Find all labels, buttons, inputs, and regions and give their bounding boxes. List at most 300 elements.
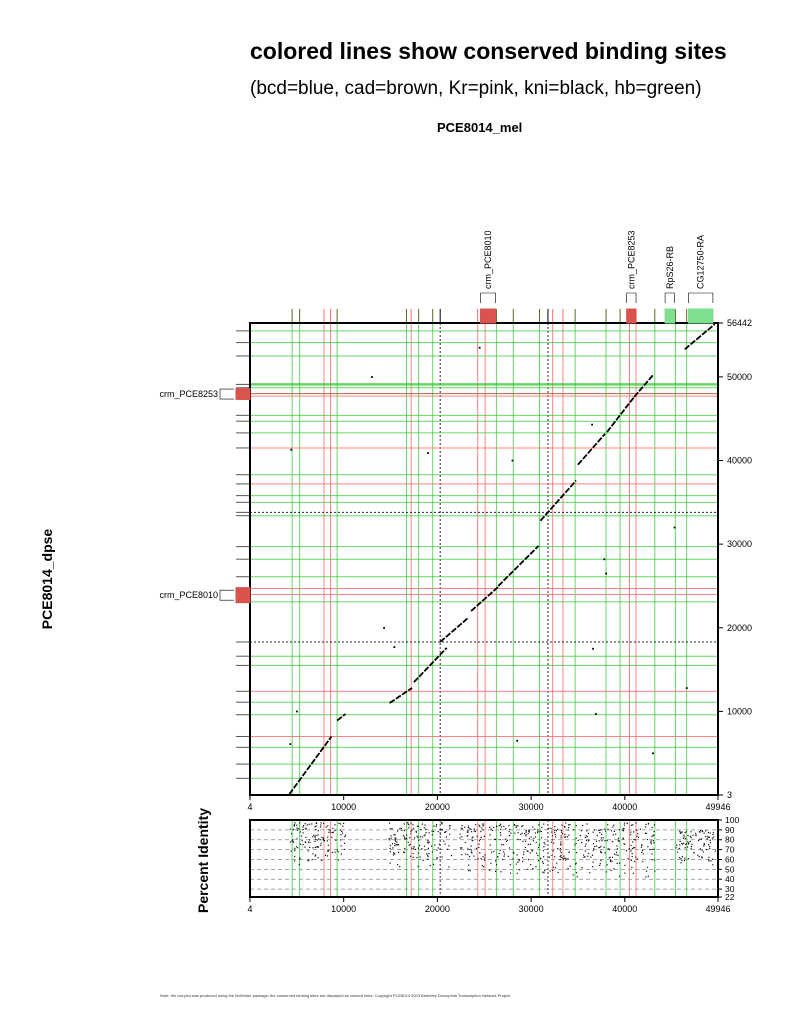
identity-point [294, 848, 295, 849]
identity-point [335, 839, 336, 840]
identity-point [630, 845, 631, 846]
identity-point [520, 834, 521, 835]
identity-y-tick-label: 40 [725, 874, 735, 885]
identity-point [582, 825, 583, 826]
identity-point [626, 823, 627, 824]
identity-point [324, 840, 325, 841]
identity-point [637, 833, 638, 834]
identity-point [556, 863, 557, 864]
identity-point [483, 866, 484, 867]
identity-point [633, 847, 634, 848]
identity-point [436, 858, 437, 859]
identity-point [522, 825, 523, 826]
identity-point [428, 848, 429, 849]
identity-y-tick-label: 22 [725, 892, 735, 902]
identity-point [424, 824, 425, 825]
identity-point [682, 856, 683, 857]
top-annotation-bracket [480, 293, 495, 303]
data-point [686, 687, 688, 689]
identity-point [537, 832, 538, 833]
identity-point [574, 844, 575, 845]
identity-point [712, 838, 713, 839]
data-point [605, 573, 607, 575]
identity-point [343, 823, 344, 824]
identity-point [432, 851, 433, 852]
identity-point [300, 844, 301, 845]
identity-point [631, 825, 632, 826]
identity-point [494, 839, 495, 840]
identity-point [654, 824, 655, 825]
x-tick-label: 10000 [331, 802, 357, 812]
identity-point [471, 845, 472, 846]
identity-point [543, 872, 544, 873]
identity-point [448, 866, 449, 867]
identity-point [393, 854, 394, 855]
identity-point [302, 826, 303, 827]
identity-point [617, 855, 618, 856]
identity-point [653, 831, 654, 832]
identity-point [326, 826, 327, 827]
identity-point [607, 864, 608, 865]
identity-point [629, 848, 630, 849]
top-annotation-box [627, 309, 636, 323]
identity-point [427, 840, 428, 841]
identity-point [585, 846, 586, 847]
identity-point [483, 823, 484, 824]
identity-point [500, 824, 501, 825]
identity-point [691, 848, 692, 849]
identity-point [328, 845, 329, 846]
data-point [427, 452, 429, 454]
identity-point [341, 853, 342, 854]
identity-point [561, 825, 562, 826]
identity-point [653, 849, 654, 850]
identity-point [593, 843, 594, 844]
identity-point [533, 840, 534, 841]
identity-point [344, 849, 345, 850]
identity-point [619, 841, 620, 842]
identity-point [424, 849, 425, 850]
identity-point [626, 850, 627, 851]
identity-point [536, 853, 537, 854]
x-tick-label: 40000 [612, 802, 638, 812]
identity-point [688, 858, 689, 859]
identity-point [653, 842, 654, 843]
identity-point [684, 860, 685, 861]
identity-point [520, 839, 521, 840]
identity-point [708, 860, 709, 861]
identity-point [567, 868, 568, 869]
identity-point [479, 826, 480, 827]
identity-point [403, 835, 404, 836]
identity-point [472, 837, 473, 838]
identity-point [576, 852, 577, 853]
identity-point [510, 873, 511, 874]
identity-point [612, 826, 613, 827]
identity-point [502, 859, 503, 860]
identity-point [328, 850, 329, 851]
identity-point [690, 836, 691, 837]
identity-point [394, 839, 395, 840]
identity-point [416, 831, 417, 832]
x-tick-label: 4 [247, 802, 253, 812]
data-point [516, 740, 518, 742]
identity-point [480, 858, 481, 859]
identity-point [294, 824, 295, 825]
identity-point [632, 853, 633, 854]
identity-point [702, 857, 703, 858]
identity-point [461, 854, 462, 855]
identity-point [561, 832, 562, 833]
identity-point [528, 844, 529, 845]
identity-point [705, 836, 706, 837]
identity-point [392, 843, 393, 844]
identity-point [617, 863, 618, 864]
identity-point [561, 835, 562, 836]
identity-point [594, 846, 595, 847]
identity-point [390, 835, 391, 836]
percent-identity-panel [195, 808, 739, 914]
identity-point [390, 851, 391, 852]
identity-point [538, 860, 539, 861]
identity-point [564, 858, 565, 859]
identity-point [703, 845, 704, 846]
identity-point [647, 867, 648, 868]
dot-plot-panel [39, 230, 752, 812]
identity-point [320, 822, 321, 823]
identity-point [389, 839, 390, 840]
identity-x-tick-label: 40000 [612, 904, 638, 914]
identity-point [439, 844, 440, 845]
identity-point [404, 852, 405, 853]
identity-point [586, 835, 587, 836]
identity-point [413, 828, 414, 829]
identity-y-axis-title: Percent Identity [195, 807, 211, 914]
identity-point [420, 829, 421, 830]
identity-point [489, 827, 490, 828]
identity-point [427, 859, 428, 860]
identity-point [530, 852, 531, 853]
identity-point [484, 854, 485, 855]
identity-point [681, 843, 682, 844]
identity-point [592, 832, 593, 833]
identity-point [685, 847, 686, 848]
identity-point [560, 843, 561, 844]
identity-point [393, 852, 394, 853]
identity-point [695, 835, 696, 836]
identity-point [467, 830, 468, 831]
identity-point [553, 842, 554, 843]
identity-point [509, 829, 510, 830]
identity-point [505, 828, 506, 829]
identity-point [588, 839, 589, 840]
left-annotation-box [236, 588, 250, 603]
identity-point [650, 840, 651, 841]
identity-point [565, 860, 566, 861]
identity-point [704, 844, 705, 845]
identity-point [519, 869, 520, 870]
identity-point [705, 830, 706, 831]
identity-point [700, 830, 701, 831]
identity-point [652, 849, 653, 850]
identity-point [604, 840, 605, 841]
identity-point [603, 837, 604, 838]
identity-point [321, 860, 322, 861]
identity-point [543, 823, 544, 824]
identity-point [305, 823, 306, 824]
identity-point [537, 829, 538, 830]
identity-point [647, 839, 648, 840]
identity-point [508, 856, 509, 857]
identity-point [290, 841, 291, 842]
identity-point [623, 838, 624, 839]
identity-point [331, 837, 332, 838]
identity-point [341, 831, 342, 832]
identity-point [389, 838, 390, 839]
identity-point [440, 829, 441, 830]
identity-point [575, 863, 576, 864]
identity-point [600, 851, 601, 852]
identity-point [294, 860, 295, 861]
identity-point [309, 824, 310, 825]
identity-point [489, 870, 490, 871]
identity-point [680, 832, 681, 833]
identity-point [599, 840, 600, 841]
identity-point [337, 849, 338, 850]
identity-point [609, 857, 610, 858]
identity-x-tick-label: 4 [247, 904, 253, 914]
identity-point [503, 844, 504, 845]
identity-point [701, 838, 702, 839]
identity-point [624, 822, 625, 823]
identity-point [484, 836, 485, 837]
identity-point [302, 832, 303, 833]
identity-point [299, 822, 300, 823]
identity-point [313, 835, 314, 836]
identity-point [636, 836, 637, 837]
identity-point [540, 858, 541, 859]
identity-point [584, 856, 585, 857]
identity-point [496, 825, 497, 826]
x-tick-label: 49946 [705, 802, 731, 812]
identity-point [298, 828, 299, 829]
identity-point [610, 860, 611, 861]
identity-point [586, 823, 587, 824]
identity-point [418, 826, 419, 827]
identity-point [490, 834, 491, 835]
y-tick-label: 56442 [727, 318, 753, 328]
identity-point [294, 856, 295, 857]
identity-point [627, 858, 628, 859]
identity-point [683, 838, 684, 839]
identity-point [434, 844, 435, 845]
identity-point [675, 847, 676, 848]
identity-point [560, 855, 561, 856]
identity-point [590, 857, 591, 858]
identity-point [624, 865, 625, 866]
identity-point [645, 833, 646, 834]
identity-point [697, 855, 698, 856]
identity-point [316, 822, 317, 823]
identity-point [596, 841, 597, 842]
identity-point [410, 833, 411, 834]
identity-point [682, 831, 683, 832]
identity-point [527, 851, 528, 852]
identity-point [428, 856, 429, 857]
identity-frame [250, 820, 718, 897]
identity-point [709, 836, 710, 837]
identity-point [630, 850, 631, 851]
identity-point [296, 827, 297, 828]
identity-point [680, 841, 681, 842]
identity-point [467, 831, 468, 832]
identity-point [563, 856, 564, 857]
identity-point [342, 826, 343, 827]
identity-point [611, 861, 612, 862]
identity-point [425, 829, 426, 830]
identity-point [436, 826, 437, 827]
identity-point [389, 823, 390, 824]
identity-point [436, 824, 437, 825]
identity-point [305, 828, 306, 829]
identity-point [543, 850, 544, 851]
identity-point [503, 826, 504, 827]
identity-point [299, 864, 300, 865]
identity-point [523, 854, 524, 855]
identity-point [648, 876, 649, 877]
identity-point [309, 847, 310, 848]
top-annotation-label: RpS26-RB [664, 245, 675, 289]
identity-point [542, 872, 543, 873]
identity-point [710, 840, 711, 841]
identity-point [411, 848, 412, 849]
identity-point [315, 839, 316, 840]
data-point [592, 648, 594, 650]
identity-point [619, 876, 620, 877]
identity-point [651, 859, 652, 860]
identity-point [469, 849, 470, 850]
identity-point [461, 836, 462, 837]
identity-point [396, 842, 397, 843]
identity-point [554, 856, 555, 857]
identity-point [608, 848, 609, 849]
identity-point [568, 824, 569, 825]
identity-point [702, 850, 703, 851]
identity-point [569, 824, 570, 825]
identity-point [653, 840, 654, 841]
identity-point [526, 834, 527, 835]
identity-point [616, 854, 617, 855]
identity-point [560, 841, 561, 842]
identity-point [327, 825, 328, 826]
identity-point [394, 838, 395, 839]
identity-point [543, 856, 544, 857]
identity-point [573, 874, 574, 875]
identity-point [390, 845, 391, 846]
identity-point [415, 849, 416, 850]
identity-point [551, 855, 552, 856]
identity-point [441, 829, 442, 830]
identity-point [551, 831, 552, 832]
identity-point [592, 855, 593, 856]
identity-point [459, 837, 460, 838]
identity-point [624, 844, 625, 845]
identity-point [408, 842, 409, 843]
identity-point [567, 858, 568, 859]
identity-point [424, 827, 425, 828]
identity-point [467, 848, 468, 849]
identity-point [600, 863, 601, 864]
identity-point [521, 833, 522, 834]
identity-point [581, 830, 582, 831]
identity-point [409, 837, 410, 838]
top-annotation-label: CG12750-RA [695, 234, 706, 289]
identity-point [482, 865, 483, 866]
identity-point [433, 826, 434, 827]
data-point [383, 627, 385, 629]
identity-point [542, 861, 543, 862]
identity-point [708, 832, 709, 833]
identity-point [687, 846, 688, 847]
identity-point [607, 829, 608, 830]
identity-point [610, 861, 611, 862]
alignment-segment [390, 688, 412, 703]
identity-point [632, 856, 633, 857]
identity-point [471, 850, 472, 851]
identity-point [327, 840, 328, 841]
identity-point [340, 839, 341, 840]
identity-point [426, 853, 427, 854]
identity-point [605, 852, 606, 853]
identity-point [491, 828, 492, 829]
identity-point [688, 842, 689, 843]
identity-point [683, 835, 684, 836]
identity-point [317, 846, 318, 847]
identity-point [408, 845, 409, 846]
x-tick-label: 30000 [518, 802, 544, 812]
identity-point [563, 859, 564, 860]
top-annotation-bracket [665, 293, 674, 303]
identity-point [404, 830, 405, 831]
identity-point [329, 829, 330, 830]
identity-point [687, 841, 688, 842]
identity-point [692, 835, 693, 836]
identity-point [612, 841, 613, 842]
identity-point [338, 859, 339, 860]
identity-point [612, 857, 613, 858]
identity-point [391, 828, 392, 829]
identity-point [397, 844, 398, 845]
identity-point [553, 866, 554, 867]
identity-y-tick-label: 90 [725, 824, 735, 835]
identity-point [607, 824, 608, 825]
left-annotation-label: crm_PCE8253 [159, 389, 218, 400]
identity-point [478, 847, 479, 848]
identity-point [704, 833, 705, 834]
identity-point [471, 831, 472, 832]
identity-point [501, 871, 502, 872]
identity-point [478, 858, 479, 859]
identity-point [509, 847, 510, 848]
identity-point [685, 844, 686, 845]
identity-point [679, 831, 680, 832]
identity-point [691, 837, 692, 838]
identity-point [685, 838, 686, 839]
identity-point [652, 827, 653, 828]
identity-point [433, 831, 434, 832]
identity-point [534, 829, 535, 830]
identity-point [600, 829, 601, 830]
